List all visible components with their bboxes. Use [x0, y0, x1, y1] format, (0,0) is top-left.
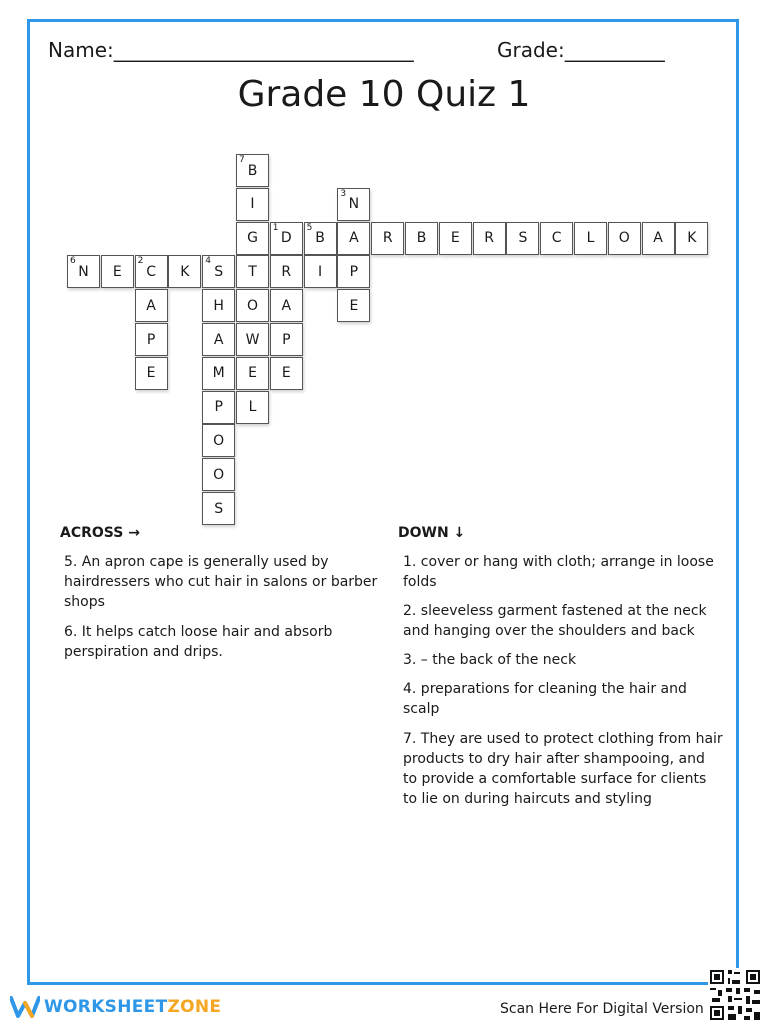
logo-text: [44, 997, 221, 1017]
cell-letter: A: [146, 297, 156, 314]
across-clue-6: 6. It helps catch loose hair and absorb perspiration and drips.: [64, 624, 333, 660]
cell-letter: P: [214, 399, 223, 416]
crossword-cell[interactable]: [168, 255, 201, 288]
crossword-cell[interactable]: [337, 222, 370, 255]
cell-letter: O: [213, 466, 225, 483]
cell-letter: B: [315, 230, 325, 247]
crossword-cell[interactable]: [270, 323, 303, 356]
clue-number: 4: [205, 256, 211, 267]
crossword-cell[interactable]: [202, 492, 235, 525]
crossword-cell[interactable]: [337, 289, 370, 322]
logo-text-worksheet: WORKSHEET: [44, 997, 168, 1017]
crossword-cell[interactable]: [675, 222, 708, 255]
crossword-cell[interactable]: [202, 323, 235, 356]
cell-letter: A: [653, 230, 663, 247]
cell-letter: K: [180, 263, 190, 280]
crossword-cell[interactable]: [270, 357, 303, 390]
clue-number: 7: [239, 155, 245, 165]
qr-code-icon[interactable]: [708, 968, 762, 1022]
cell-letter: I: [318, 263, 323, 280]
cell-letter: E: [450, 230, 460, 247]
crossword-cell[interactable]: [135, 289, 168, 322]
crossword-cell[interactable]: [236, 188, 269, 221]
down-clue-4: 4. preparations for cleaning the hair and scalp: [403, 681, 687, 717]
cell-letter: L: [248, 399, 257, 416]
cell-letter: C: [146, 263, 156, 280]
crossword-cell[interactable]: [101, 255, 134, 288]
logo-text-zone: ZONE: [167, 997, 222, 1017]
cell-letter: L: [586, 230, 595, 247]
cell-letter: W: [245, 331, 260, 348]
crossword-cell[interactable]: [574, 222, 607, 255]
cell-letter: H: [213, 297, 224, 314]
down-clue-1: 1. cover or hang with cloth; arrange in loose folds: [403, 554, 714, 590]
cell-letter: R: [484, 230, 494, 247]
across-heading: ACROSS →: [60, 525, 140, 541]
crossword-cell[interactable]: [135, 255, 168, 288]
cell-letter: E: [281, 365, 291, 382]
cell-letter: E: [248, 365, 257, 382]
crossword-cell[interactable]: [371, 222, 404, 255]
cell-letter: I: [250, 196, 255, 213]
scan-text: Scan Here For Digital Version: [500, 1001, 704, 1017]
cell-letter: S: [214, 263, 224, 280]
worksheetzone-w-icon: [10, 995, 40, 1019]
cell-letter: N: [348, 196, 360, 213]
crossword-cell[interactable]: [202, 424, 235, 457]
cell-letter: B: [247, 162, 258, 179]
crossword-cell[interactable]: [473, 222, 506, 255]
clue-number: 5: [306, 222, 313, 233]
crossword-cell[interactable]: [236, 323, 269, 356]
cell-letter: N: [78, 263, 89, 280]
grade-field[interactable]: Grade:__________: [497, 38, 665, 62]
cell-letter: A: [349, 230, 359, 247]
cell-letter: D: [280, 230, 292, 247]
crossword-cell[interactable]: [202, 391, 235, 424]
cell-letter: K: [687, 230, 697, 247]
cell-letter: B: [416, 230, 427, 247]
cell-letter: E: [146, 365, 156, 382]
cell-letter: O: [246, 297, 259, 314]
crossword-cell[interactable]: [506, 222, 539, 255]
across-clue-5: 5. An apron cape is generally used by hairdressers who cut hair in salons or barber shops: [64, 554, 378, 610]
cell-letter: C: [551, 230, 562, 247]
cell-letter: R: [382, 230, 393, 247]
cell-letter: E: [349, 297, 359, 314]
cell-letter: R: [281, 263, 292, 280]
cell-letter: O: [213, 432, 225, 449]
clue-number: 6: [70, 256, 76, 267]
cell-letter: S: [518, 230, 528, 247]
crossword-cell[interactable]: [135, 357, 168, 390]
cell-letter: A: [281, 297, 292, 314]
name-field[interactable]: Name:______________________________: [48, 38, 414, 62]
crossword-cell[interactable]: [405, 222, 438, 255]
cell-letter: E: [112, 263, 122, 280]
crossword-cell[interactable]: [337, 255, 370, 288]
worksheetzone-logo[interactable]: [10, 995, 221, 1019]
crossword-cell[interactable]: [202, 289, 235, 322]
crossword-cell[interactable]: [236, 154, 269, 187]
crossword-cell[interactable]: [202, 255, 235, 288]
crossword-cell[interactable]: [236, 289, 269, 322]
cell-letter: G: [247, 230, 258, 247]
down-clue-3: 3. – the back of the neck: [403, 652, 577, 668]
crossword-cell[interactable]: [67, 255, 100, 288]
crossword-cell[interactable]: [304, 222, 337, 255]
crossword-cell[interactable]: [439, 222, 472, 255]
cell-letter: A: [213, 331, 224, 348]
crossword-cell[interactable]: [304, 255, 337, 288]
crossword-cell[interactable]: [540, 222, 573, 255]
down-heading: DOWN ↓: [398, 525, 466, 541]
cell-letter: T: [248, 263, 257, 280]
cell-letter: O: [618, 230, 630, 247]
down-clue-2: 2. sleeveless garment fastened at the neck and hanging over the shoulders and back: [403, 603, 707, 639]
crossword-cell[interactable]: [270, 222, 303, 255]
crossword-cell[interactable]: [270, 289, 303, 322]
page-title: Grade 10 Quiz 1: [237, 74, 531, 115]
crossword-cell[interactable]: [236, 391, 269, 424]
cell-letter: P: [349, 263, 359, 280]
crossword-cell[interactable]: [236, 222, 269, 255]
cell-letter: P: [282, 331, 291, 348]
cell-letter: M: [212, 365, 225, 382]
crossword-cell[interactable]: [202, 357, 235, 390]
clue-number: 2: [137, 256, 144, 267]
cell-letter: S: [214, 500, 224, 517]
down-clue-7: 7. They are used to protect clothing from hair products to dry hair after shampooing, and to provide a comfortable surface for clients to lie on during haircuts and styling: [403, 731, 723, 807]
clue-number: 3: [340, 188, 347, 199]
cell-letter: P: [146, 331, 156, 348]
crossword-cell[interactable]: [135, 323, 168, 356]
crossword-cell[interactable]: [202, 458, 235, 491]
crossword-cell[interactable]: [270, 255, 303, 288]
clue-number: 1: [272, 222, 279, 233]
crossword-cell[interactable]: [608, 222, 641, 255]
crossword-cell[interactable]: [236, 357, 269, 390]
crossword-cell[interactable]: [337, 188, 370, 221]
crossword-cell[interactable]: [236, 255, 269, 288]
crossword-cell[interactable]: [642, 222, 675, 255]
